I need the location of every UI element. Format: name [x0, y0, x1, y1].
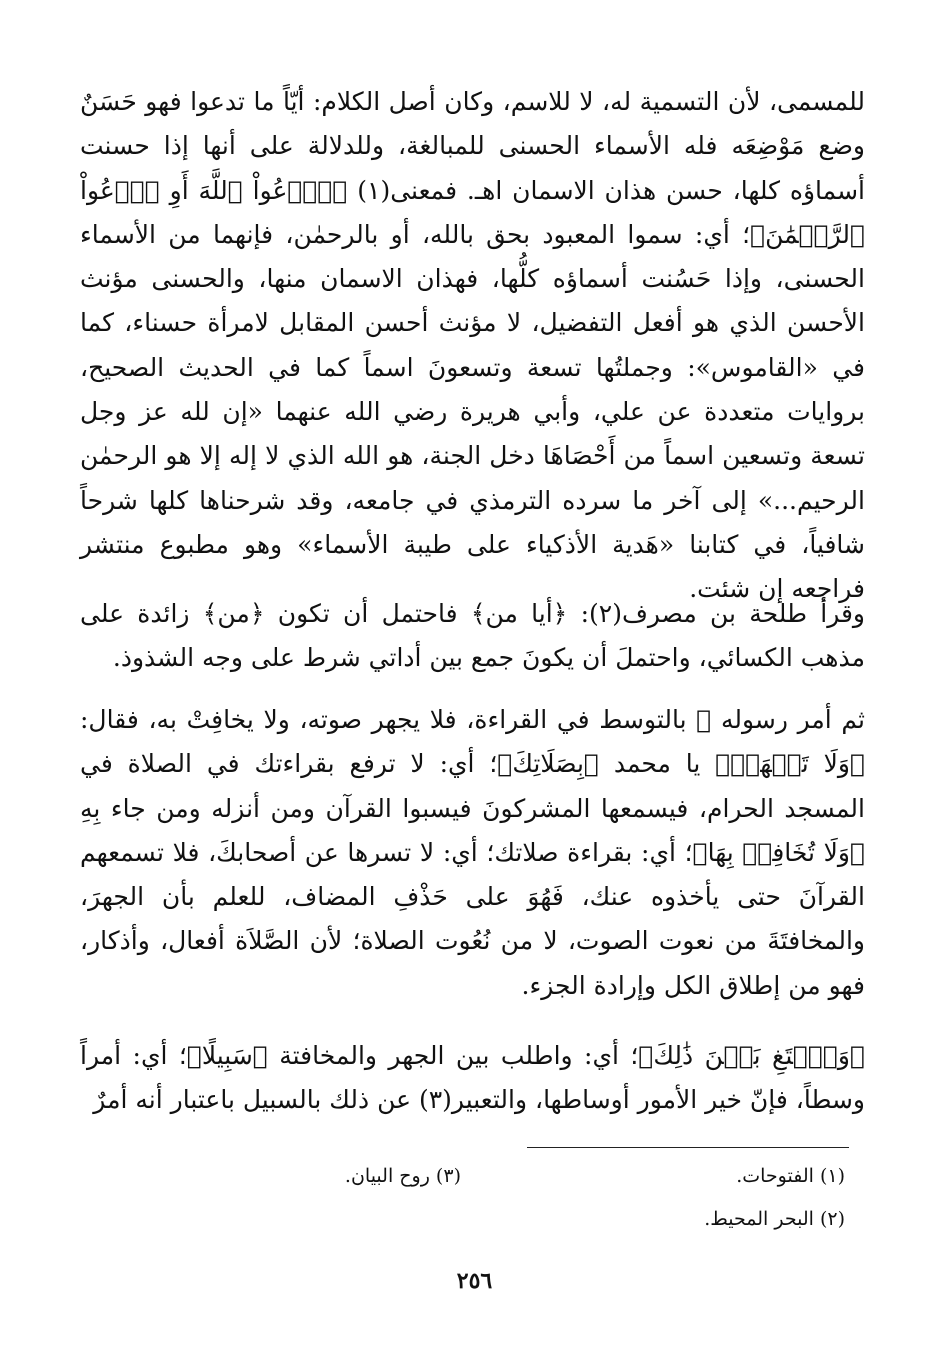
footnote-1: (١) الفتوحات.	[736, 1165, 845, 1187]
footnote-3: (٣) روح البيان.	[344, 1165, 461, 1187]
footnote-divider	[527, 1147, 849, 1148]
page-number: ٢٥٦	[456, 1268, 493, 1294]
paragraph-asma-husna: للمسمى، لأن التسمية له، لا للاسم، وكان أصل الكلام: أيّاً ما تدعوا فهو حَسَنٌ وضع مَوْضِعَه فله الأسماء الحسنى للمبالغة، وللدلالة على أنها إذا حسنت أسماؤه كلها، حسن هذان الاسمان اهـ. فمعنى(١) ﴿ٱدۡعُواْ ٱللَّهَ أَوِ ٱدۡعُواْ ٱلرَّحۡمَٰنَ﴾؛ أي: سموا المعبود بحق بالله، أو بالرحمٰن، فإنهما من الأسماء الحسنى، وإذا حَسُنت أسماؤه كلُّها، فهذان الاسمان منها، والحسنى مؤنث الأحسن الذي هو أفعل التفضيل، لا مؤنث أحسن المقابل لامرأة حسناء، كما في «القاموس»: وجملتُها تسعة وتسعونَ اسماً كما في الحديث الصحيح، بروايات متعددة عن علي، وأبي هريرة رضي الله عنهما «إن لله عز وجل تسعة وتسعين اسماً من أَحْصَاهَا دخل الجنة، هو الله الذي لا إله إلا هو الرحمٰن الرحيم...» إلى آخر ما سرده الترمذي في جامعه، وقد شرحناها كلها شرحاً شافياً، في كتابنا «هَدية الأذكياء على طيبة الأسماء» وهو مطبوع منتشر فراجعه إن شئت.	[80, 87, 865, 604]
paragraph-middle-path: ﴿وَٱبۡتَغِ بَيۡنَ ذَٰلِكَ﴾؛ أي: واطلب بين الجهر والمخافتة ﴿سَبِيلًا﴾؛ أي: أمراً وسطاً، فإنّ خير الأمور أوساطها، والتعبير(٣) عن ذلك بالسبيل باعتبار أنه أمرٌ	[80, 1041, 865, 1115]
paragraph-prayer-recitation: ثم أمر رسوله ﷺ بالتوسط في القراءة، فلا يجهر صوته، ولا يخافِتْ به، فقال: ﴿وَلَا تَجۡهَرۡ﴾ يا محمد ﴿بِصَلَاتِكَ﴾؛ أي: لا ترفع بقراءتك في الصلاة في المسجد الحرام، فيسمعها المشركونَ فيسبوا القرآن ومن أنزله ومن جاء بِهِ ﴿وَلَا تُخَافِتۡ بِهَا﴾؛ أي: بقراءة صلاتك؛ أي: لا تسرها عن أصحابكَ، فلا تسمعهم القرآنَ حتى يأخذوه عنك، فَهُوَ على حَذْفِ المضاف، للعلم بأن الجهرَ، والمخافتَةَ من نعوت الصوت، لا من نُعُوت الصلاة؛ لأن الصَّلاَة أفعال، وأذكار، فهو من إطلاق الكل وإرادة الجزء.	[80, 705, 865, 1000]
paragraph-talha-reading: وقرأ طلحة بن مصرف(٢): ﴿أيا من﴾ فاحتمل أن تكون ﴿من﴾ زائدة على مذهب الكسائي، واحتملَ أن يكونَ جمع بين أداتي شرط على وجه الشذوذ.	[80, 599, 866, 673]
footnote-2: (٢) البحر المحيط.	[704, 1208, 845, 1230]
